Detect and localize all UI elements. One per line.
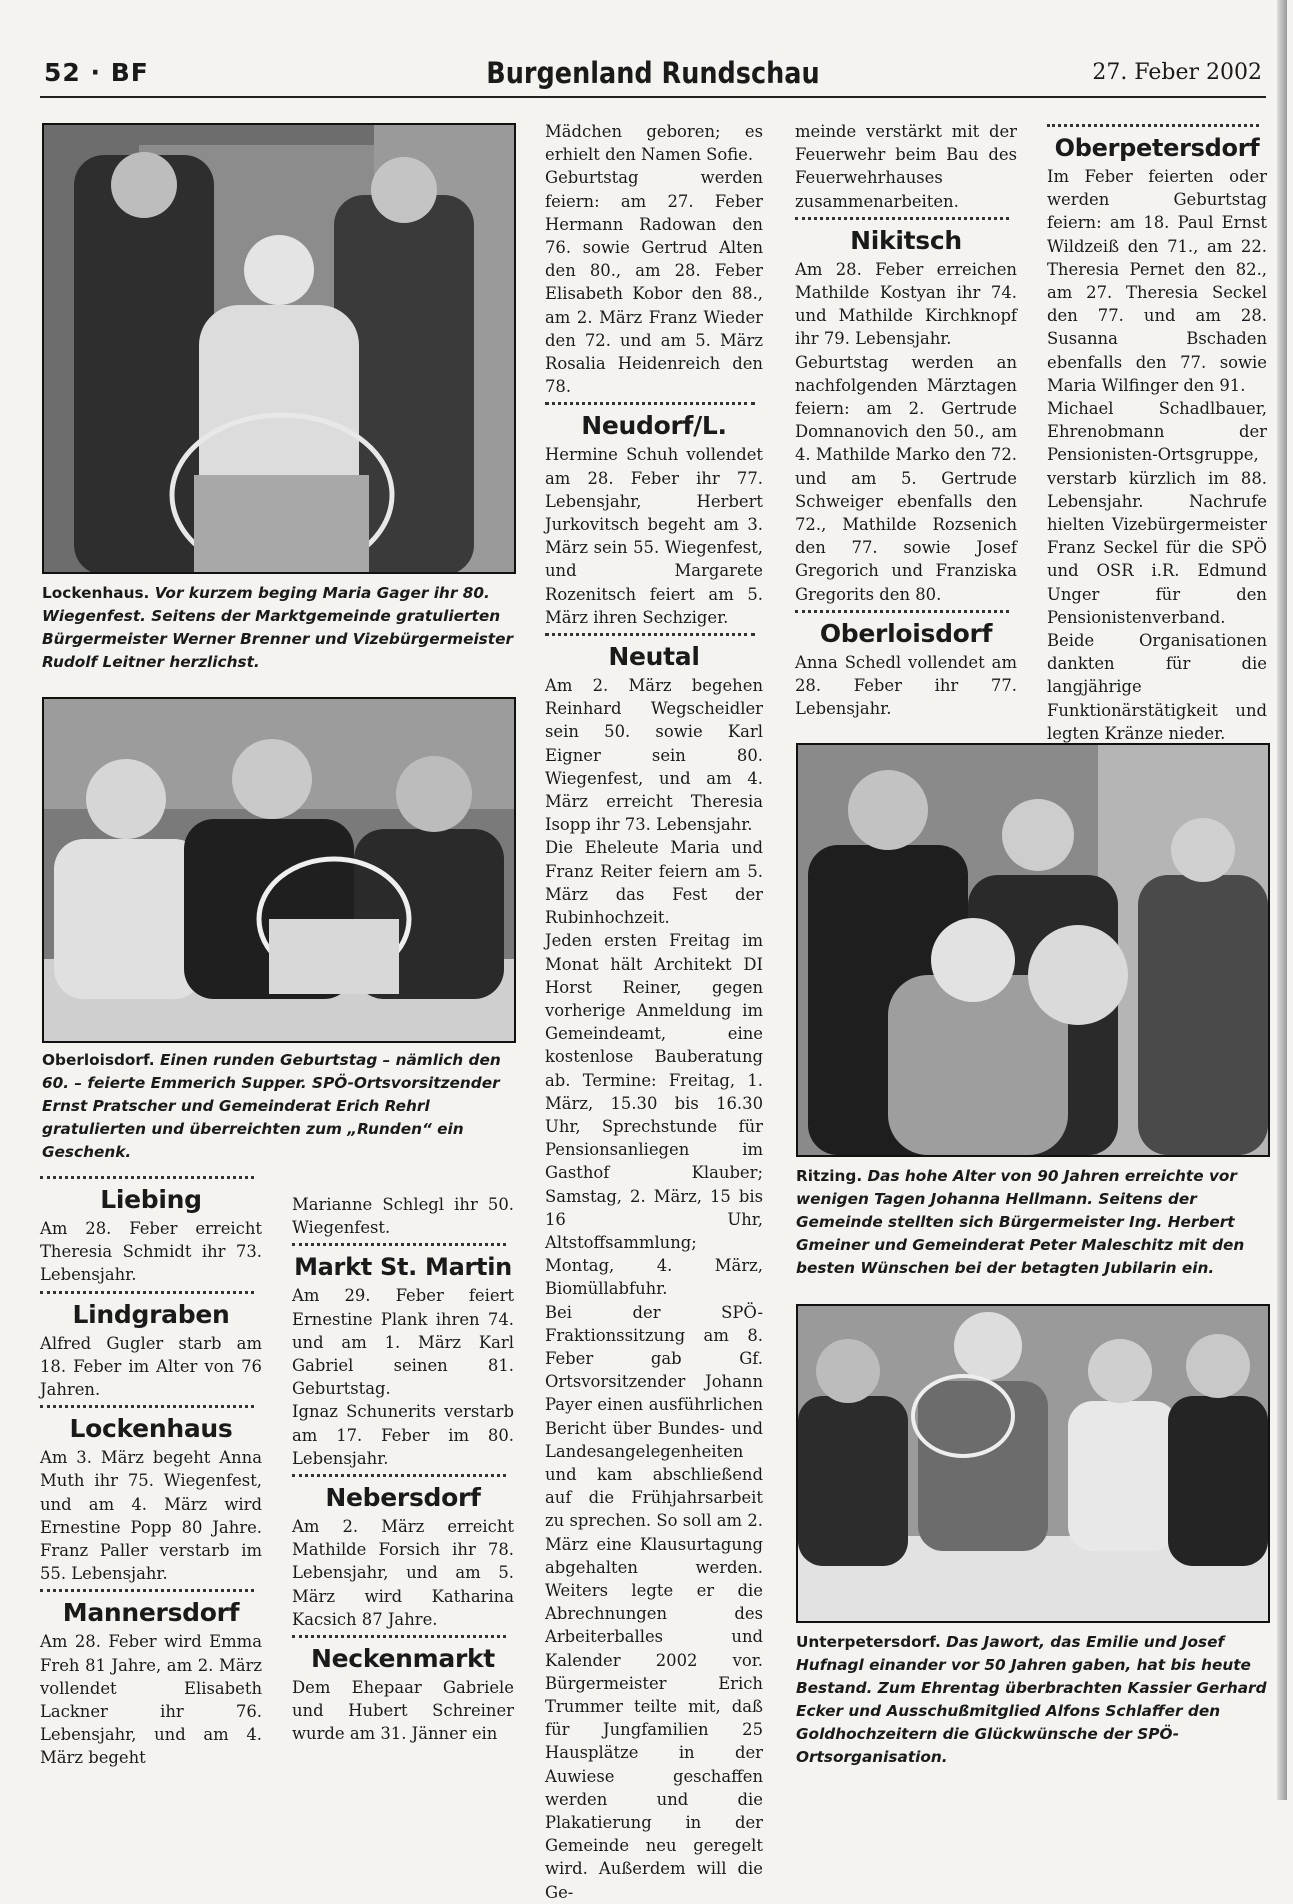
divider bbox=[40, 1405, 254, 1408]
column-e bbox=[1047, 120, 1267, 745]
page-number: 52 · BF bbox=[44, 58, 149, 87]
column-d bbox=[795, 120, 1017, 720]
section-heading: Nikitsch bbox=[850, 225, 962, 255]
photo-oberloisdorf bbox=[42, 697, 516, 1043]
section-heading: Lindgraben bbox=[72, 1299, 230, 1329]
caption-lockenhaus bbox=[42, 582, 514, 674]
section-heading: Neudorf/L. bbox=[581, 411, 727, 441]
section-text: Anna Schedl vollendet am 28. Feber ihr 77. Lebensjahr. bbox=[795, 652, 1017, 719]
section-heading: Oberloisdorf bbox=[819, 618, 993, 648]
photo-unterpetersdorf-image bbox=[798, 1306, 1268, 1621]
section-heading: Markt St. Martin bbox=[294, 1253, 512, 1282]
section-heading: Mannersdorf bbox=[62, 1598, 240, 1628]
section-text: Im Feber feierten oder werden Geburtstag feiern: am 18. Paul Ernst Wildzeiß den 71., am 22. Theresia Pernet den 82., am 27. Theresia Seckel den 77. und am 28. Susanna Bschaden ebenfalls den 77. sowie Maria Wilfinger den 91. bbox=[1047, 167, 1267, 395]
section-text: Am 28. Feber erreicht Theresia Schmidt ihr 73. Lebensjahr. bbox=[40, 1219, 262, 1285]
column-a bbox=[40, 1172, 262, 1770]
caption-place: Lockenhaus. bbox=[42, 584, 150, 602]
section-text: Jeden ersten Freitag im Monat hält Architekt DI Horst Reiner, gegen vorherige Anmeldung im Gemeindeamt, eine kostenlose Bauberatung ab. Termine: Freitag, 1. März, 15.30 bis 16.30 Uhr, Sprechstunde für Pensionsanliegen im Gasthof Klauber; Samstag, 2. März, 15 bis 16 Uhr, Altstoffsammlung; Montag, 4. März, Biomüllabfuhr. bbox=[545, 931, 763, 1299]
photo-ritzing-image bbox=[798, 745, 1268, 1155]
scan-edge bbox=[1277, 0, 1287, 1800]
photo-lockenhaus-image bbox=[44, 125, 514, 572]
section-text: Dem Ehepaar Gabriele und Hubert Schreiner wurde am 31. Jänner ein bbox=[292, 1678, 514, 1744]
section-heading: Nebersdorf bbox=[325, 1483, 481, 1513]
divider bbox=[292, 1474, 506, 1477]
caption-place: Unterpetersdorf. bbox=[796, 1633, 941, 1651]
divider bbox=[40, 1176, 254, 1179]
section-text: Die Eheleute Maria und Franz Reiter feiern am 5. März das Fest der Rubinhochzeit. bbox=[545, 838, 763, 928]
divider bbox=[795, 217, 1009, 220]
section-text: Bei der SPÖ-Fraktionssitzung am 8. Feber gab Gf. Ortsvorsitzender Johann Payer einen ausführlichen Bericht über Bundes- und Landesangelegenheiten und kam abschließend auf die Frühjahrsarbeit zu sprechen. So soll am 2. März eine Klausurtagung abgehalten werden. Weiters legte er die Abrechnungen des Arbeiterballes und Kalender 2002 vor. Bürgermeister Erich Trummer teilte mit, daß für Jungfamilien 25 Hausplätze in der Auwiese geschaffen werden und die Plakatierung in der Gemeinde neu geregelt wird. Außerdem will die Ge- bbox=[545, 1302, 763, 1902]
section-text: Am 2. März begehen Reinhard Wegscheidler sein 50. sowie Karl Eigner sein 80. Wiegenfest, und am 4. März erreicht Theresia Isopp ihr 73. Lebensjahr. bbox=[545, 676, 763, 835]
caption-text: Vor kurzem beging Maria Gager ihr 80. Wiegenfest. Seitens der Marktgemeinde gratulierten Bürgermeister Werner Brenner und Vizebürgermeister Rudolf Leitner herzlichst. bbox=[42, 584, 514, 671]
section-text: Hermine Schuh vollendet am 28. Feber ihr 77. Lebensjahr, Herbert Jurkovitsch begeht am 3. März sein 55. Wiegenfest, und Margarete Rozenitsch feiert am 5. März ihren Sechziger. bbox=[545, 445, 763, 627]
photo-oberloisdorf-image bbox=[44, 699, 514, 1041]
divider bbox=[1047, 124, 1259, 127]
caption-ritzing bbox=[796, 1165, 1268, 1280]
newspaper-title: Burgenland Rundschau bbox=[486, 56, 820, 90]
photo-ritzing bbox=[796, 743, 1270, 1157]
caption-text: Das Jawort, das Emilie und Josef Hufnagl einander vor 50 Jahren gaben, hat bis heute Bestand. Zum Ehrentag überbrachten Kassier Gerhard Ecker und Ausschußmitglied Alfons Schlaffer den Goldhochzeitern die Glückwünsche der SPÖ-Ortsorganisation. bbox=[796, 1633, 1267, 1766]
photo-unterpetersdorf bbox=[796, 1304, 1270, 1623]
divider bbox=[292, 1243, 506, 1246]
caption-text: Das hohe Alter von 90 Jahren erreichte vor wenigen Tagen Johanna Hellmann. Seitens der Gemeinde stellten sich Bürgermeister Ing. Herbert Gmeiner und Gemeinderat Peter Maleschitz mit den besten Wünschen bei der betagten Jubilarin ein. bbox=[796, 1167, 1245, 1277]
section-text: Geburtstag werden feiern: am 27. Feber Hermann Radowan den 76. sowie Gertrud Alten den 80., am 28. Feber Elisabeth Kobor den 88., am 2. März Franz Wieder den 72. und am 5. März Rosalia Heidenreich den 78. bbox=[545, 168, 763, 397]
divider bbox=[40, 1291, 254, 1294]
divider bbox=[545, 402, 755, 405]
section-text: Am 28. Feber erreichen Mathilde Kostyan ihr 74. und Mathilde Kirchknopf ihr 79. Lebensjahr. bbox=[795, 259, 1017, 349]
section-text: Michael Schadlbauer, Ehrenobmann der Pensionisten-Ortsgruppe, verstarb kürzlich im 88. Lebensjahr. Nachrufe hielten Vizebürgermeister Franz Seckel für die SPÖ und OSR i.R. Edmund Unger für den Pensionistenverband. Beide Organisationen dankten für die langjährige Funktionärstätigkeit und legten Kränze nieder. bbox=[1047, 399, 1267, 743]
section-text: Am 29. Feber feiert Ernestine Plank ihren 74. und am 1. März Karl Gabriel seinen 81. Geburtstag. bbox=[292, 1286, 514, 1399]
section-text: Ignaz Schunerits verstarb am 17. Feber im 80. Lebensjahr. bbox=[292, 1402, 514, 1468]
section-text: meinde verstärkt mit der Feuerwehr beim Bau des Feuerwehrhauses zusammenarbeiten. bbox=[795, 122, 1017, 211]
section-text: Alfred Gugler starb am 18. Feber im Alter von 76 Jahren. bbox=[40, 1333, 262, 1400]
column-c bbox=[545, 120, 763, 1904]
section-text: Marianne Schlegl ihr 50. Wiegenfest. bbox=[292, 1195, 514, 1238]
caption-place: Ritzing. bbox=[796, 1167, 863, 1185]
section-heading: Neutal bbox=[608, 642, 700, 672]
section-text: Am 2. März erreicht Mathilde Forsich ihr 78. Lebensjahr, und am 5. März wird Katharina Kacsich 87 Jahre. bbox=[292, 1517, 514, 1629]
section-heading: Neckenmarkt bbox=[311, 1644, 495, 1674]
caption-place: Oberloisdorf. bbox=[42, 1051, 155, 1069]
section-heading: Lockenhaus bbox=[69, 1414, 233, 1444]
divider bbox=[545, 633, 755, 636]
photo-lockenhaus bbox=[42, 123, 516, 574]
divider bbox=[795, 610, 1009, 613]
divider bbox=[40, 1589, 254, 1592]
caption-oberloisdorf bbox=[42, 1049, 514, 1164]
caption-text: Einen runden Geburtstag – nämlich den 60. – feierte Emmerich Supper. SPÖ-Ortsvorsitzender Ernst Pratscher und Gemeinderat Erich Rehrl gratulierten und überreichten zum „Runden“ ein Geschenk. bbox=[42, 1051, 501, 1161]
column-b bbox=[292, 1193, 514, 1746]
caption-unterpetersdorf bbox=[796, 1631, 1268, 1769]
issue-date: 27. Feber 2002 bbox=[1092, 60, 1262, 85]
divider bbox=[292, 1635, 506, 1638]
section-heading: Oberpetersdorf bbox=[1054, 134, 1260, 162]
section-text: Am 28. Feber wird Emma Freh 81 Jahre, am 2. März vollendet Elisabeth Lackner ihr 76. Lebensjahr, und am 4. März begeht bbox=[40, 1632, 262, 1768]
page-header bbox=[40, 52, 1266, 98]
section-text: Mädchen geboren; es erhielt den Namen Sofie. bbox=[545, 122, 763, 165]
section-text: Am 3. März begeht Anna Muth ihr 75. Wiegenfest, und am 4. März wird Ernestine Popp 80 Jahre. Franz Paller verstarb im 55. Lebensjahr. bbox=[40, 1448, 262, 1584]
section-text: Geburtstag werden an nachfolgenden Märztagen feiern: am 2. Gertrude Domnanovich den 50., am 4. Mathilde Marko den 72. und am 5. Gertrude Schweiger ebenfalls den 72., Mathilde Rozsenich den 77. sowie Josef Gregorich und Franziska Gregorits den 80. bbox=[795, 352, 1017, 604]
section-heading: Liebing bbox=[100, 1185, 202, 1214]
